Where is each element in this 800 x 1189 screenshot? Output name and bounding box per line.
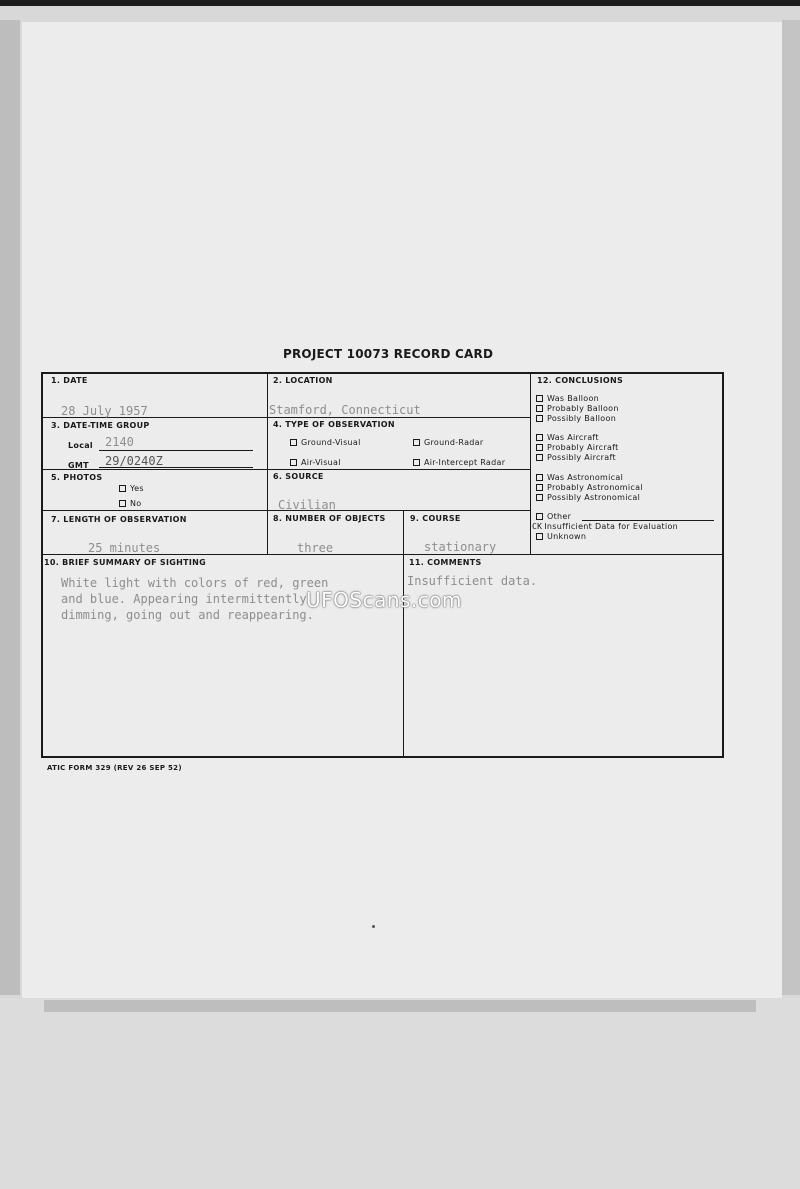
card-border-right: [722, 372, 724, 758]
local-label: Local: [68, 441, 93, 450]
other-underline: [582, 520, 714, 521]
checkbox-icon: [536, 444, 543, 451]
option-yes: Yes: [119, 484, 144, 493]
comments-label: 11. COMMENTS: [409, 558, 482, 567]
checkbox-icon: [413, 459, 420, 466]
scan-left-edge: [0, 20, 20, 995]
photos-label: 5. PHOTOS: [51, 473, 103, 482]
conclusion-probably-astronomical: Probably Astronomical: [536, 483, 643, 492]
summary-label: 10. BRIEF SUMMARY OF SIGHTING: [44, 558, 207, 567]
option-air-visual: Air-Visual: [290, 458, 341, 467]
conclusion-probably-balloon: Probably Balloon: [536, 404, 619, 413]
divider-row2: [41, 469, 530, 470]
checkbox-icon: [536, 434, 543, 441]
divider-col1: [267, 372, 268, 554]
checkbox-icon: [413, 439, 420, 446]
scan-top-border: [0, 0, 800, 6]
checkbox-icon: [536, 454, 543, 461]
location-value: Stamford, Connecticut: [269, 403, 421, 417]
summary-line: White light with colors of red, green: [61, 576, 329, 590]
conclusions-label: 12. CONCLUSIONS: [537, 376, 623, 385]
checkbox-icon: [536, 533, 543, 540]
length-value: 25 minutes: [88, 541, 161, 555]
checkbox-icon: [119, 500, 126, 507]
option-air-intercept-radar: Air-Intercept Radar: [413, 458, 505, 467]
source-label: 6. SOURCE: [273, 472, 324, 481]
conclusion-other: Other: [536, 512, 571, 521]
gmt-label: GMT: [68, 461, 89, 470]
source-value: Civilian: [278, 498, 336, 512]
conclusion-unknown: Unknown: [536, 532, 586, 541]
type-label: 4. TYPE OF OBSERVATION: [273, 420, 395, 429]
course-label: 9. COURSE: [410, 514, 461, 523]
checkbox-icon: [536, 484, 543, 491]
divider-col-conclusions: [530, 372, 531, 554]
checkbox-icon: [536, 415, 543, 422]
checkbox-icon: [536, 405, 543, 412]
location-label: 2. LOCATION: [273, 376, 333, 385]
number-value: three: [297, 541, 334, 555]
scan-right-edge: [782, 20, 800, 995]
conclusion-was-aircraft: Was Aircraft: [536, 433, 599, 442]
scan-bottom-band: [0, 998, 800, 1189]
paper-bottom-strip: [44, 1000, 756, 1012]
conclusion-possibly-balloon: Possibly Balloon: [536, 414, 616, 423]
checkbox-icon: [536, 494, 543, 501]
check-mark: CK: [532, 522, 543, 531]
number-label: 8. NUMBER OF OBJECTS: [273, 514, 386, 523]
course-value: stationary: [424, 540, 497, 554]
watermark: UFOScans.com: [306, 588, 462, 612]
card-border-bottom: [41, 756, 724, 758]
length-label: 7. LENGTH OF OBSERVATION: [51, 515, 187, 524]
conclusion-possibly-astronomical: Possibly Astronomical: [536, 493, 640, 502]
card-title: PROJECT 10073 RECORD CARD: [283, 347, 494, 361]
checkbox-icon: [536, 513, 543, 520]
checkbox-icon: [536, 395, 543, 402]
conclusion-probably-aircraft: Probably Aircraft: [536, 443, 619, 452]
card-border-top: [41, 372, 724, 374]
comments-value: Insufficient data.: [407, 574, 538, 588]
local-value: 2140: [105, 435, 134, 449]
gmt-value: 29/0240Z: [105, 454, 163, 468]
summary-line: and blue. Appearing intermittently: [61, 592, 307, 606]
date-label: 1. DATE: [51, 376, 88, 385]
summary-text: [61, 575, 328, 623]
divider-col-course: [403, 510, 404, 756]
option-no: No: [119, 499, 141, 508]
date-value: 28 July 1957: [61, 404, 148, 418]
summary-line: dimming, going out and reappearing.: [61, 608, 314, 622]
conclusion-was-astronomical: Was Astronomical: [536, 473, 623, 482]
checkbox-icon: [290, 459, 297, 466]
conclusion-insufficient-data: CK Insufficient Data for Evaluation: [532, 522, 679, 531]
checkbox-icon: [536, 474, 543, 481]
checkbox-icon: [119, 485, 126, 492]
form-footer: ATIC FORM 329 (REV 26 SEP 52): [47, 764, 182, 772]
conclusion-was-balloon: Was Balloon: [536, 394, 599, 403]
datetime-label: 3. DATE-TIME GROUP: [51, 421, 150, 430]
option-ground-radar: Ground-Radar: [413, 438, 483, 447]
option-ground-visual: Ground-Visual: [290, 438, 361, 447]
conclusion-possibly-aircraft: Possibly Aircraft: [536, 453, 616, 462]
card-border-left: [41, 372, 43, 758]
record-card: [41, 372, 724, 758]
checkbox-icon: [290, 439, 297, 446]
speck: [372, 925, 375, 928]
local-underline: [99, 450, 253, 451]
